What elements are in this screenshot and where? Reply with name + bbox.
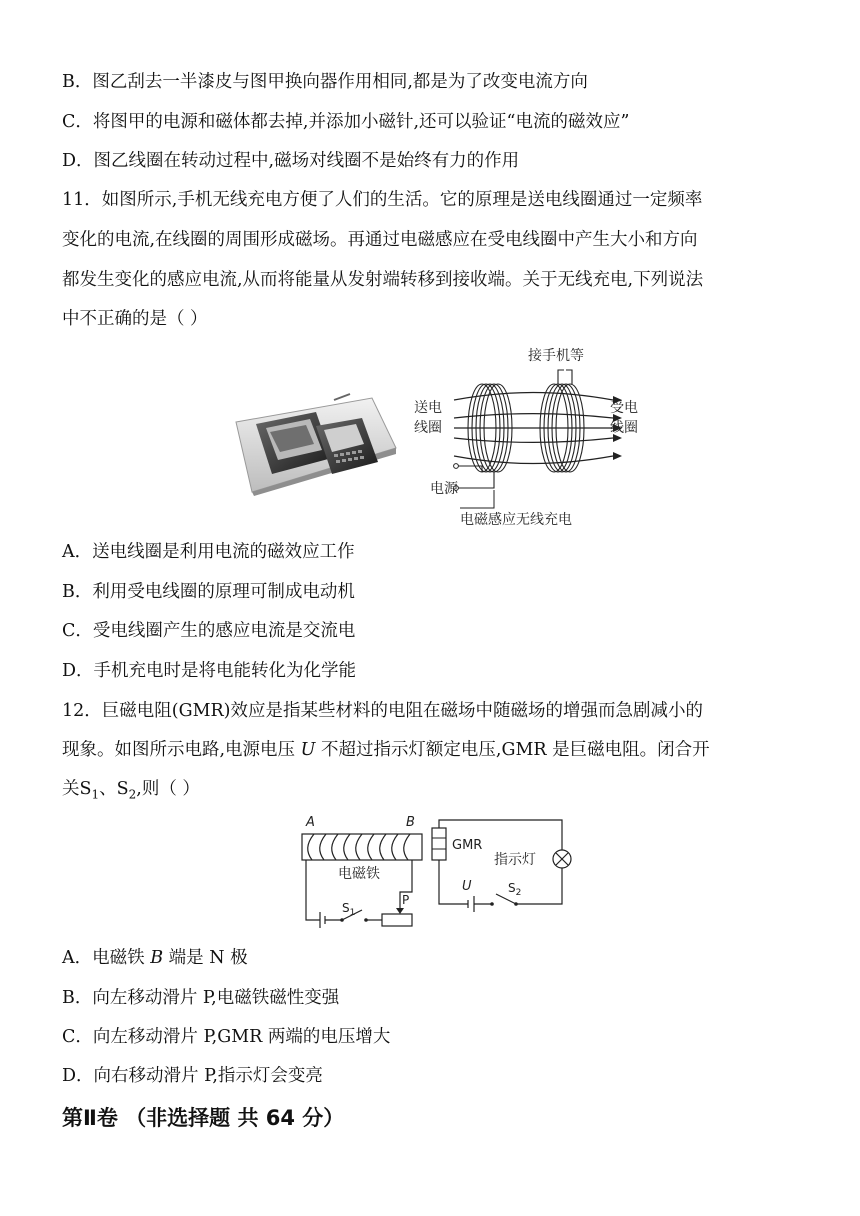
q12-stem-line-3: 关$S_1$、$S_2$,则（ ） bbox=[62, 779, 200, 802]
label-gmr: GMR bbox=[452, 838, 483, 853]
q11-stem-line-1: 11．如图所示,手机无线充电方便了人们的生活。它的原理是送电线圈通过一定频率 bbox=[62, 190, 703, 210]
label-phone: 接手机等 bbox=[528, 348, 584, 364]
q12-stem-line-2: 现象。如图所示电路,电源电压 U 不超过指示灯额定电压,GMR 是巨磁电阻。闭合开 bbox=[62, 740, 710, 760]
label-recv-coil-1: 受电 bbox=[610, 400, 638, 416]
label-send-coil-1: 送电 bbox=[414, 400, 442, 416]
section-title: 第Ⅱ卷 （非选择题 共 64 分） bbox=[62, 1106, 345, 1130]
q10-option-d: D．图乙线圈在转动过程中,磁场对线圈不是始终有力的作用 bbox=[62, 151, 520, 171]
label-a: A bbox=[306, 815, 315, 830]
label-recv-coil-2: 线圈 bbox=[610, 420, 638, 436]
q12-stem-line-1: 12．巨磁电阻(GMR)效应是指某些材料的电阻在磁场中随磁场的增强而急剧减小的 bbox=[62, 701, 703, 721]
label-s2: $S_2$ bbox=[508, 881, 522, 898]
q11-option-b: B．利用受电线圈的原理可制成电动机 bbox=[62, 582, 355, 602]
q10-option-b: B．图乙刮去一半漆皮与图甲换向器作用相同,都是为了改变电流方向 bbox=[62, 72, 588, 92]
label-s1: $S_1$ bbox=[342, 901, 356, 918]
figure-caption: 电磁感应无线充电 bbox=[460, 512, 572, 528]
q11-option-a: A．送电线圈是利用电流的磁效应工作 bbox=[62, 542, 355, 562]
q11-stem-line-4: 中不正确的是（ ） bbox=[62, 309, 208, 329]
q12-option-a: A．电磁铁 B 端是 N 极 bbox=[62, 948, 248, 968]
wireless-charger-photo bbox=[222, 388, 398, 496]
q11-stem-line-2: 变化的电流,在线圈的周围形成磁场。再通过电磁感应在受电线圈中产生大小和方向 bbox=[62, 230, 698, 250]
label-u: U bbox=[462, 879, 472, 894]
q12-option-d: D．向右移动滑片 P,指示灯会变亮 bbox=[62, 1066, 323, 1086]
q11-stem-line-3: 都发生变化的感应电流,从而将能量从发射端转移到接收端。关于无线充电,下列说法 bbox=[62, 270, 704, 290]
q12-option-b: B．向左移动滑片 P,电磁铁磁性变强 bbox=[62, 988, 340, 1008]
q12-option-c: C．向左移动滑片 P,GMR 两端的电压增大 bbox=[62, 1027, 391, 1047]
gmr-circuit-diagram bbox=[296, 812, 586, 932]
q11-option-d: D．手机充电时是将电能转化为化学能 bbox=[62, 661, 357, 681]
q11-option-c: C．受电线圈产生的感应电流是交流电 bbox=[62, 621, 356, 641]
label-power: 电源 bbox=[430, 481, 458, 497]
label-p: P bbox=[402, 893, 410, 907]
q10-option-c: C．将图甲的电源和磁体都去掉,并添加小磁针,还可以验证“电流的磁效应” bbox=[62, 112, 630, 132]
label-indicator-lamp: 指示灯 bbox=[494, 852, 536, 868]
label-send-coil-2: 线圈 bbox=[414, 420, 442, 436]
coil-diagram bbox=[408, 340, 658, 532]
label-b: B bbox=[406, 815, 415, 830]
label-electromagnet: 电磁铁 bbox=[338, 866, 380, 882]
